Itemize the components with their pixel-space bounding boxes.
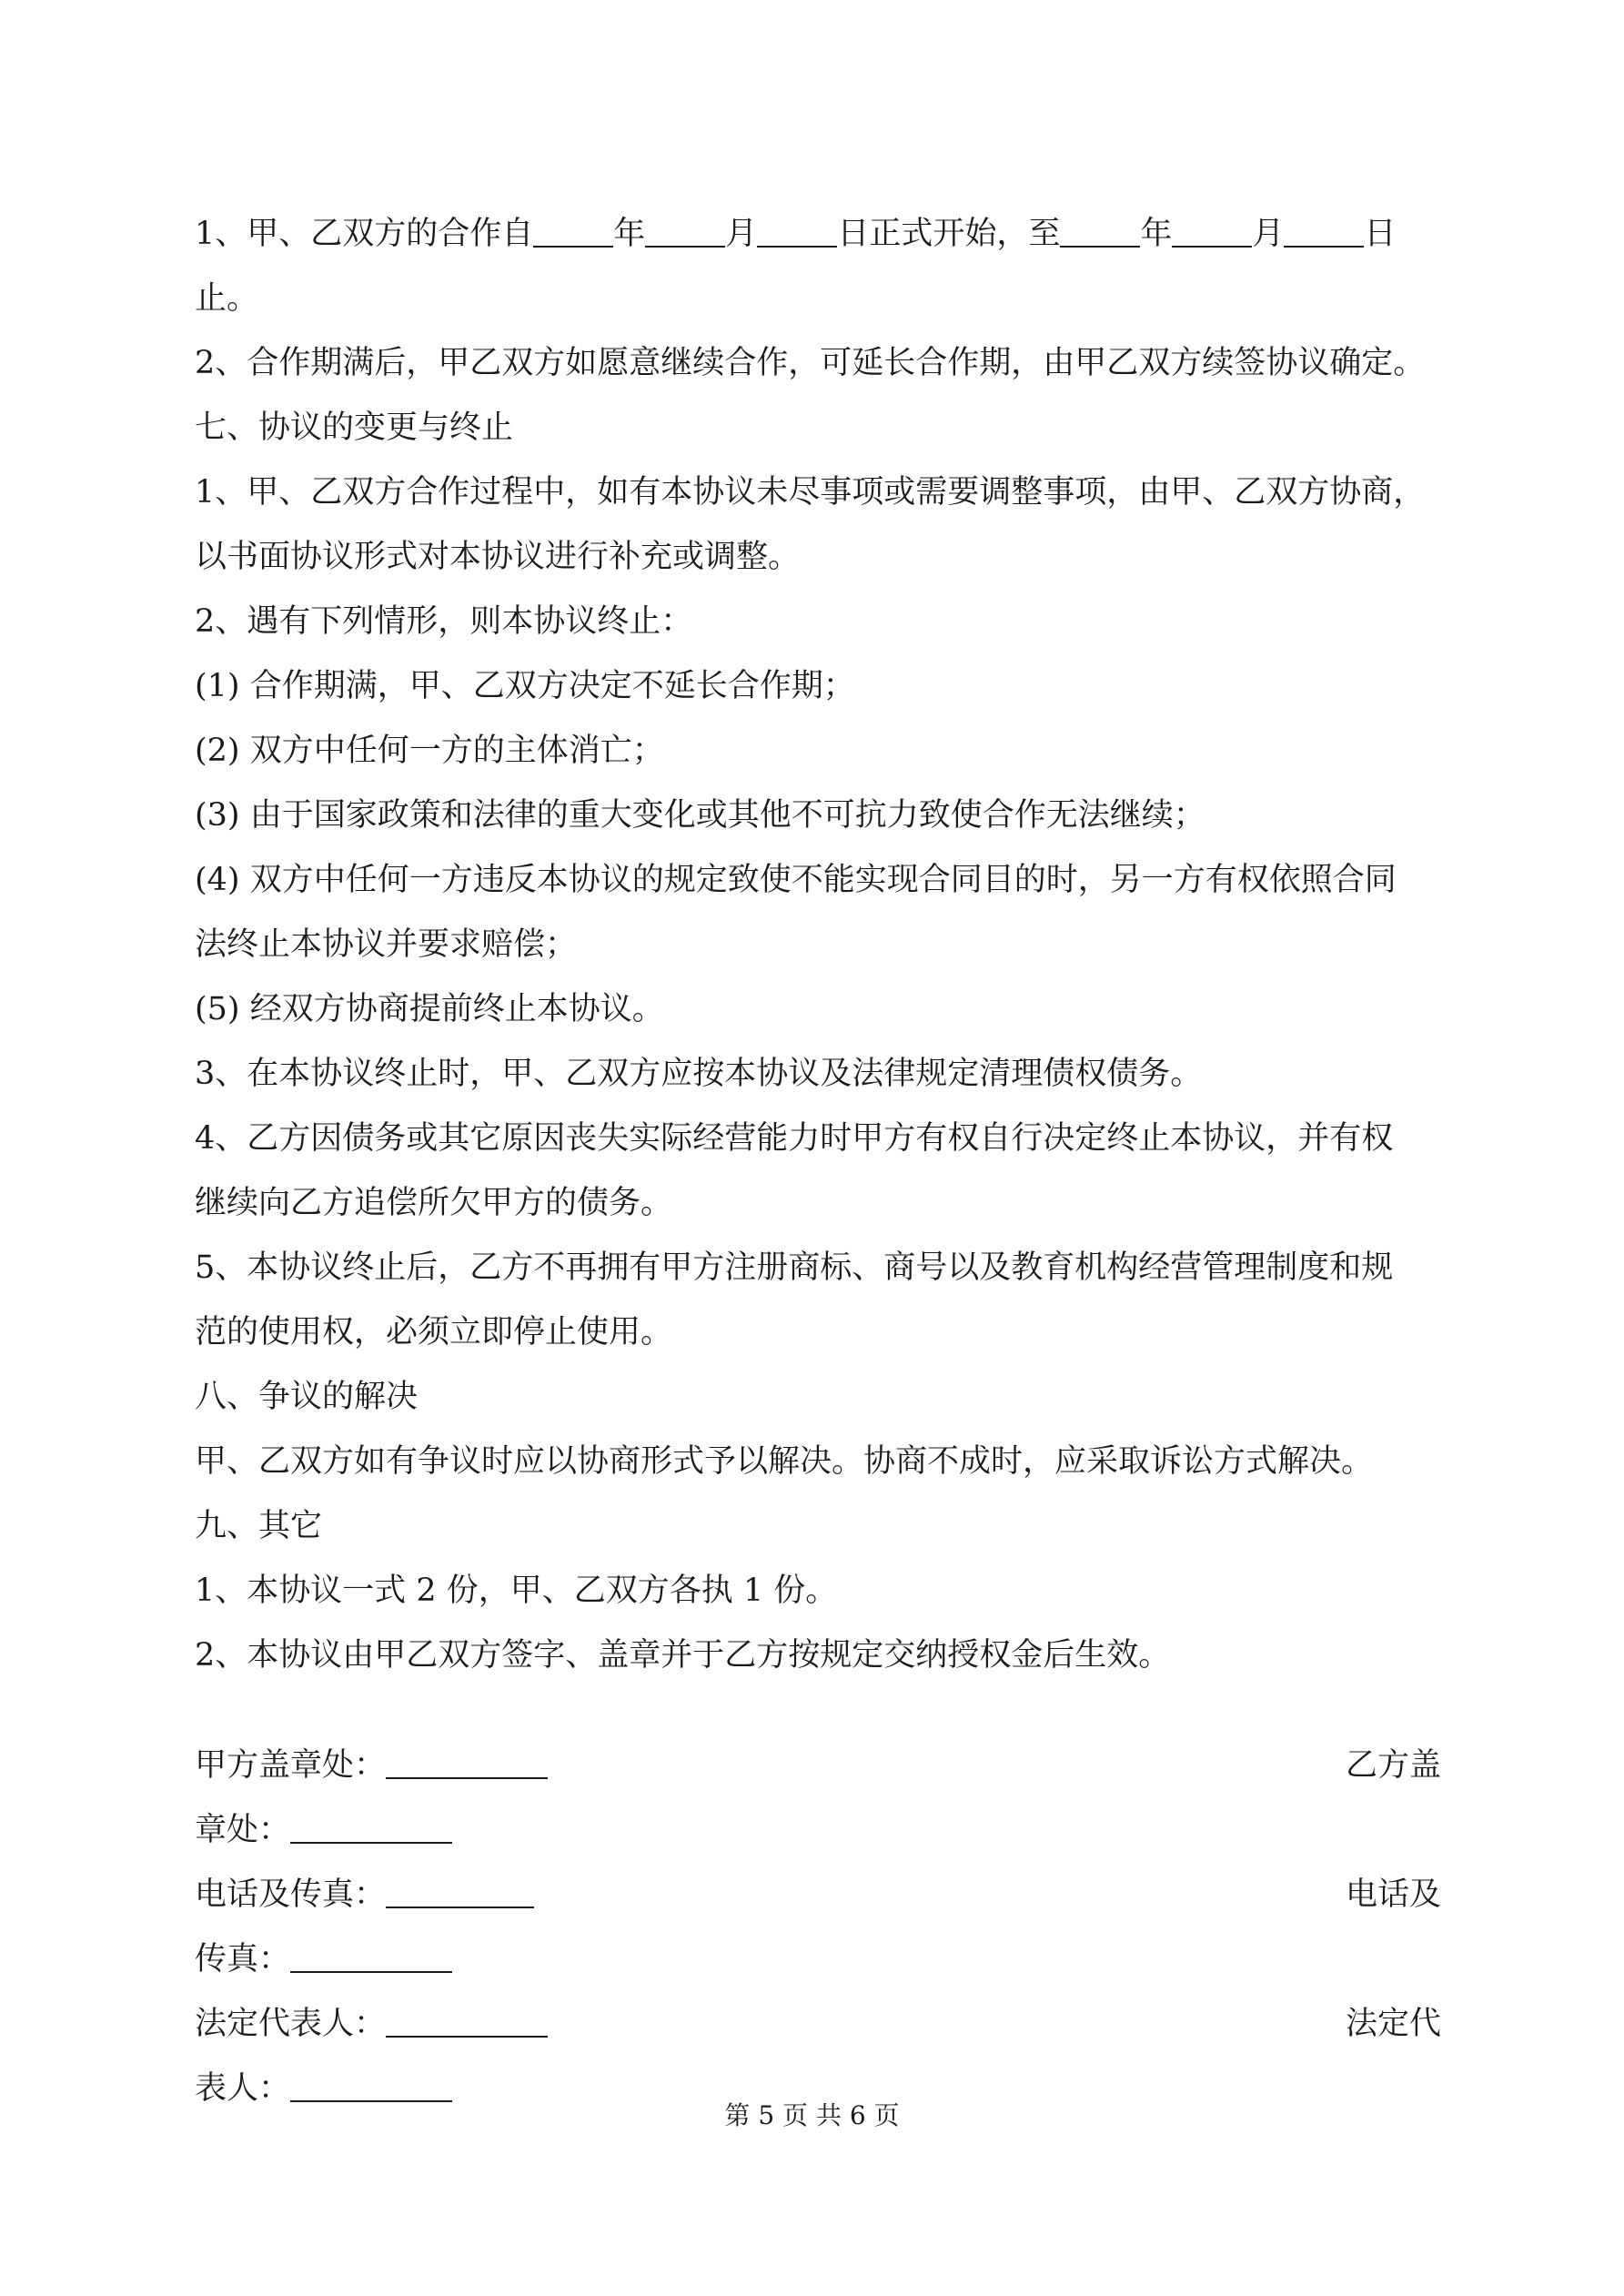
party-a-seal [195, 1734, 548, 1798]
paragraph: 2、本协议由甲乙双方签字、盖章并于乙方按规定交纳授权金后生效。 [195, 1637, 1171, 1674]
text: 日 [1364, 216, 1397, 252]
party-b-phone [195, 1927, 452, 1992]
signature-row-phone [195, 1863, 1441, 1927]
blank-end-month [1172, 215, 1252, 248]
paragraph: 继续向乙方追偿所欠甲方的债务。 [195, 1185, 673, 1221]
document-body [195, 202, 1441, 1688]
blank-party-a-seal [386, 1746, 548, 1779]
label: 法定代表人： [195, 2006, 387, 2042]
paragraph: 1、本协议一式 2 份，甲、乙双方各执 1 份。 [195, 1573, 838, 1609]
label: 电话及传真： [195, 1876, 387, 1913]
blank-party-a-rep [386, 2005, 548, 2038]
signature-row-phone-cont [195, 1927, 1441, 1992]
list-item-continued: 法终止本协议并要求赔偿； [195, 926, 578, 963]
term-line-1 [195, 202, 1441, 267]
paragraph: 范的使用权，必须立即停止使用。 [195, 1314, 673, 1350]
section-heading: 七、协议的变更与终止 [195, 410, 514, 446]
paragraph: 甲、乙双方如有争议时应以协商形式予以解决。协商不成时，应采取诉讼方式解决。 [195, 1443, 1374, 1480]
party-b-phone-label: 电话及 [1345, 1876, 1441, 1913]
text: 1、甲、乙双方的合作自 [195, 216, 534, 252]
list-item: (2) 双方中任何一方的主体消亡； [195, 733, 664, 769]
paragraph: 3、在本协议终止时，甲、乙双方应按本协议及法律规定清理债权债务。 [195, 1056, 1203, 1092]
paragraph: 2、遇有下列情形，则本协议终止： [195, 603, 693, 640]
party-b-seal [195, 1798, 452, 1863]
signature-row-rep [195, 1992, 1441, 2057]
party-b-seal-label: 乙方盖 [1345, 1747, 1441, 1784]
list-item: (3) 由于国家政策和法律的重大变化或其他不可抗力致使合作无法继续； [195, 797, 1205, 834]
party-a-rep [195, 1992, 548, 2057]
paragraph: 5、本协议终止后，乙方不再拥有甲方注册商标、商号以及教育机构经营管理制度和规 [195, 1249, 1394, 1286]
paragraph: 止。 [195, 280, 259, 317]
label: 传真： [195, 1941, 291, 1977]
text: 月 [1252, 216, 1285, 252]
text: 月 [725, 216, 758, 252]
paragraph: 2、合作期满后，甲乙双方如愿意继续合作，可延长合作期，由甲乙双方续签协议确定。 [195, 345, 1426, 381]
blank-start-month [645, 215, 725, 248]
blank-end-day [1284, 215, 1364, 248]
paragraph: 以书面协议形式对本协议进行补充或调整。 [195, 539, 801, 575]
signature-row-seal [195, 1734, 1441, 1798]
blank-start-day [757, 215, 837, 248]
list-item: (1) 合作期满，甲、乙双方决定不延长合作期； [195, 668, 855, 704]
list-item: (5) 经双方协商提前终止本协议。 [195, 991, 664, 1027]
party-b-rep-label: 法定代 [1345, 2006, 1441, 2042]
blank-start-year [533, 215, 613, 248]
paragraph: 1、甲、乙双方合作过程中，如有本协议未尽事项或需要调整事项，由甲、乙双方协商， [195, 474, 1426, 511]
text: 日正式开始，至 [837, 216, 1061, 252]
label: 表人： [195, 2070, 291, 2107]
party-a-phone [195, 1863, 534, 1927]
blank-party-a-phone [386, 1876, 534, 1908]
blank-party-b-phone [290, 1940, 452, 1973]
section-heading: 九、其它 [195, 1508, 323, 1544]
blank-party-b-seal [290, 1811, 452, 1844]
section-heading: 八、争议的解决 [195, 1379, 419, 1415]
signature-row-seal-cont [195, 1798, 1441, 1863]
label: 章处： [195, 1812, 291, 1848]
page-number: 第 5 页 共 6 页 [724, 2100, 900, 2130]
text: 年 [613, 216, 646, 252]
label: 甲方盖章处： [195, 1747, 387, 1784]
list-item: (4) 双方中任何一方违反本协议的规定致使不能实现合同目的时，另一方有权依照合同 [195, 862, 1397, 898]
text: 年 [1140, 216, 1173, 252]
paragraph: 4、乙方因债务或其它原因丧失实际经营能力时甲方有权自行决定终止本协议，并有权 [195, 1120, 1394, 1157]
blank-end-year [1060, 215, 1140, 248]
